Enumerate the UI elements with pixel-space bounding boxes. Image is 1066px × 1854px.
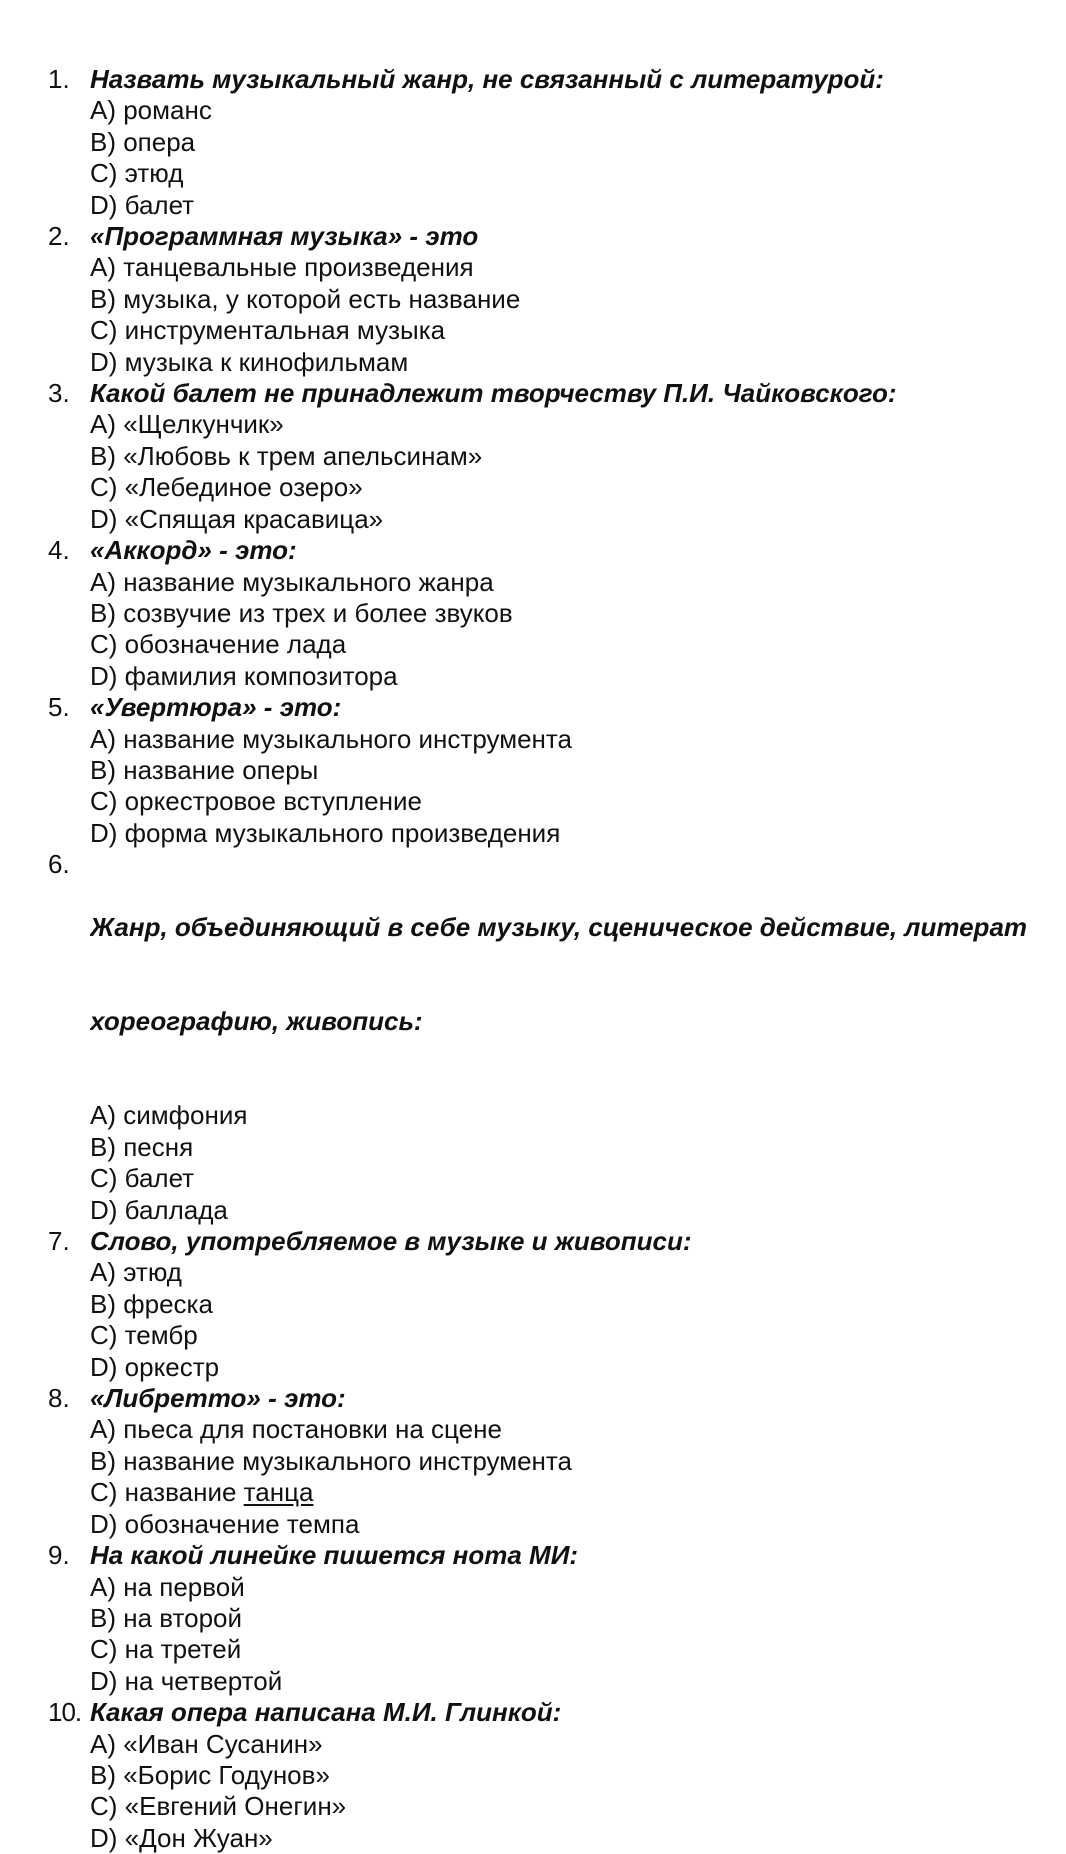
answer-option-a: А) на первой	[90, 1571, 245, 1602]
question-2	[0, 221, 1066, 378]
question-1	[0, 64, 1066, 221]
answer-option-c: С) этюд	[90, 158, 184, 189]
answer-option-d: D) балет	[90, 189, 195, 220]
answer-options	[90, 1572, 1066, 1698]
answer-options	[90, 567, 1066, 693]
question-text: Назвать музыкальный жанр, не связанный с литературой:	[90, 64, 884, 94]
answer-option-c: С) «Евгений Онегин»	[90, 1791, 347, 1822]
answer-option-b: В) фреска	[90, 1288, 213, 1319]
answer-option-b: В) «Борис Годунов»	[90, 1759, 330, 1790]
question-text: «Увертюра» - это:	[90, 692, 342, 723]
question-text: Слово, употребляемое в музыке и живописи:	[90, 1226, 692, 1257]
answer-options	[90, 1414, 1066, 1540]
answer-options	[90, 724, 1066, 850]
answer-option-d: D) оркестр	[90, 1351, 220, 1382]
question-number: 9.	[48, 1540, 70, 1571]
answer-option-b: В) «Любовь к трем апельсинам»	[90, 440, 483, 471]
answer-option-d: D) «Дон Жуан»	[90, 1822, 273, 1853]
question-3	[0, 378, 1066, 535]
answer-option-d: D) баллада	[90, 1194, 228, 1225]
answer-options	[90, 252, 1066, 378]
answer-option-c: С) тембр	[90, 1320, 198, 1351]
answer-option-b: В) на второй	[90, 1602, 243, 1633]
answer-option-b: В) песня	[90, 1131, 194, 1162]
question-text: Жанр, объединяющий в себе музыку, сценическое действие, литерат хореографию, живопись:	[90, 911, 1028, 1037]
answer-option-a: А) симфония	[90, 1100, 248, 1131]
answer-option-d: D) «Спящая красавица»	[90, 503, 384, 534]
question-6	[0, 849, 1066, 1226]
answer-option-b: В) созвучие из трех и более звуков	[90, 597, 513, 628]
answer-option-a: А) пьеса для постановки на сцене	[90, 1414, 502, 1445]
answer-option-a: А) название музыкального жанра	[90, 566, 494, 597]
answer-option-b: В) название оперы	[90, 754, 319, 785]
answer-option-b: В) опера	[90, 126, 196, 157]
question-text: «Либретто» - это:	[90, 1383, 346, 1414]
question-text: «Программная музыка» - это	[90, 221, 479, 252]
answer-option-c: С) обозначение лада	[90, 629, 347, 660]
answer-options	[90, 1257, 1066, 1383]
answer-option-d: D) фамилия композитора	[90, 660, 398, 691]
question-9	[0, 1540, 1066, 1697]
answer-option-a: А) танцевальные произведения	[90, 252, 474, 283]
question-5	[0, 692, 1066, 849]
question-8	[0, 1383, 1066, 1540]
question-text: Какая опера написана М.И. Глинкой:	[90, 1697, 562, 1728]
answer-options	[90, 95, 1066, 221]
quiz-page	[0, 64, 1066, 1854]
answer-options	[90, 1100, 1066, 1226]
answer-option-d: D) обозначение темпа	[90, 1508, 360, 1539]
answer-option-c: С) «Лебединое озеро»	[90, 472, 363, 503]
question-number: 10.	[48, 1697, 82, 1728]
answer-option-b: В) музыка, у которой есть название	[90, 283, 521, 314]
answer-option-b: В) название музыкального инструмента	[90, 1445, 572, 1476]
question-number: 1.	[48, 64, 70, 94]
answer-option-a: А) название музыкального инструмента	[90, 723, 572, 754]
question-text: Какой балет не принадлежит творчеству П.И. Чайковского:	[90, 378, 897, 409]
question-number: 5.	[48, 692, 70, 723]
answer-option-c: С) название танца	[90, 1477, 314, 1508]
question-number: 4.	[48, 535, 70, 566]
question-text: «Аккорд» - это:	[90, 535, 297, 566]
answer-option-a: А) «Иван Сусанин»	[90, 1728, 323, 1759]
question-number: 8.	[48, 1383, 70, 1414]
answer-option-a: А) романс	[90, 95, 212, 126]
answer-option-a: А) «Щелкунчик»	[90, 409, 284, 440]
answer-options	[90, 1729, 1066, 1854]
question-number: 2.	[48, 221, 70, 252]
answer-option-c: С) балет	[90, 1163, 195, 1194]
question-number: 7.	[48, 1226, 70, 1257]
question-number: 3.	[48, 378, 70, 409]
answer-option-c: С) на третей	[90, 1634, 242, 1665]
answer-option-d: D) музыка к кинофильмам	[90, 346, 409, 377]
question-text: На какой линейке пишется нота МИ:	[90, 1540, 579, 1571]
question-number: 6.	[48, 849, 70, 880]
answer-option-c: С) инструментальная музыка	[90, 315, 446, 346]
answer-option-a: А) этюд	[90, 1257, 182, 1288]
answer-option-d: D) на четвертой	[90, 1665, 283, 1696]
question-7	[0, 1226, 1066, 1383]
question-10	[0, 1697, 1066, 1854]
question-4	[0, 535, 1066, 692]
answer-option-c: С) оркестровое вступление	[90, 786, 422, 817]
answer-option-d: D) форма музыкального произведения	[90, 817, 561, 848]
underlined-word: танца	[243, 1477, 314, 1508]
answer-options	[90, 409, 1066, 535]
